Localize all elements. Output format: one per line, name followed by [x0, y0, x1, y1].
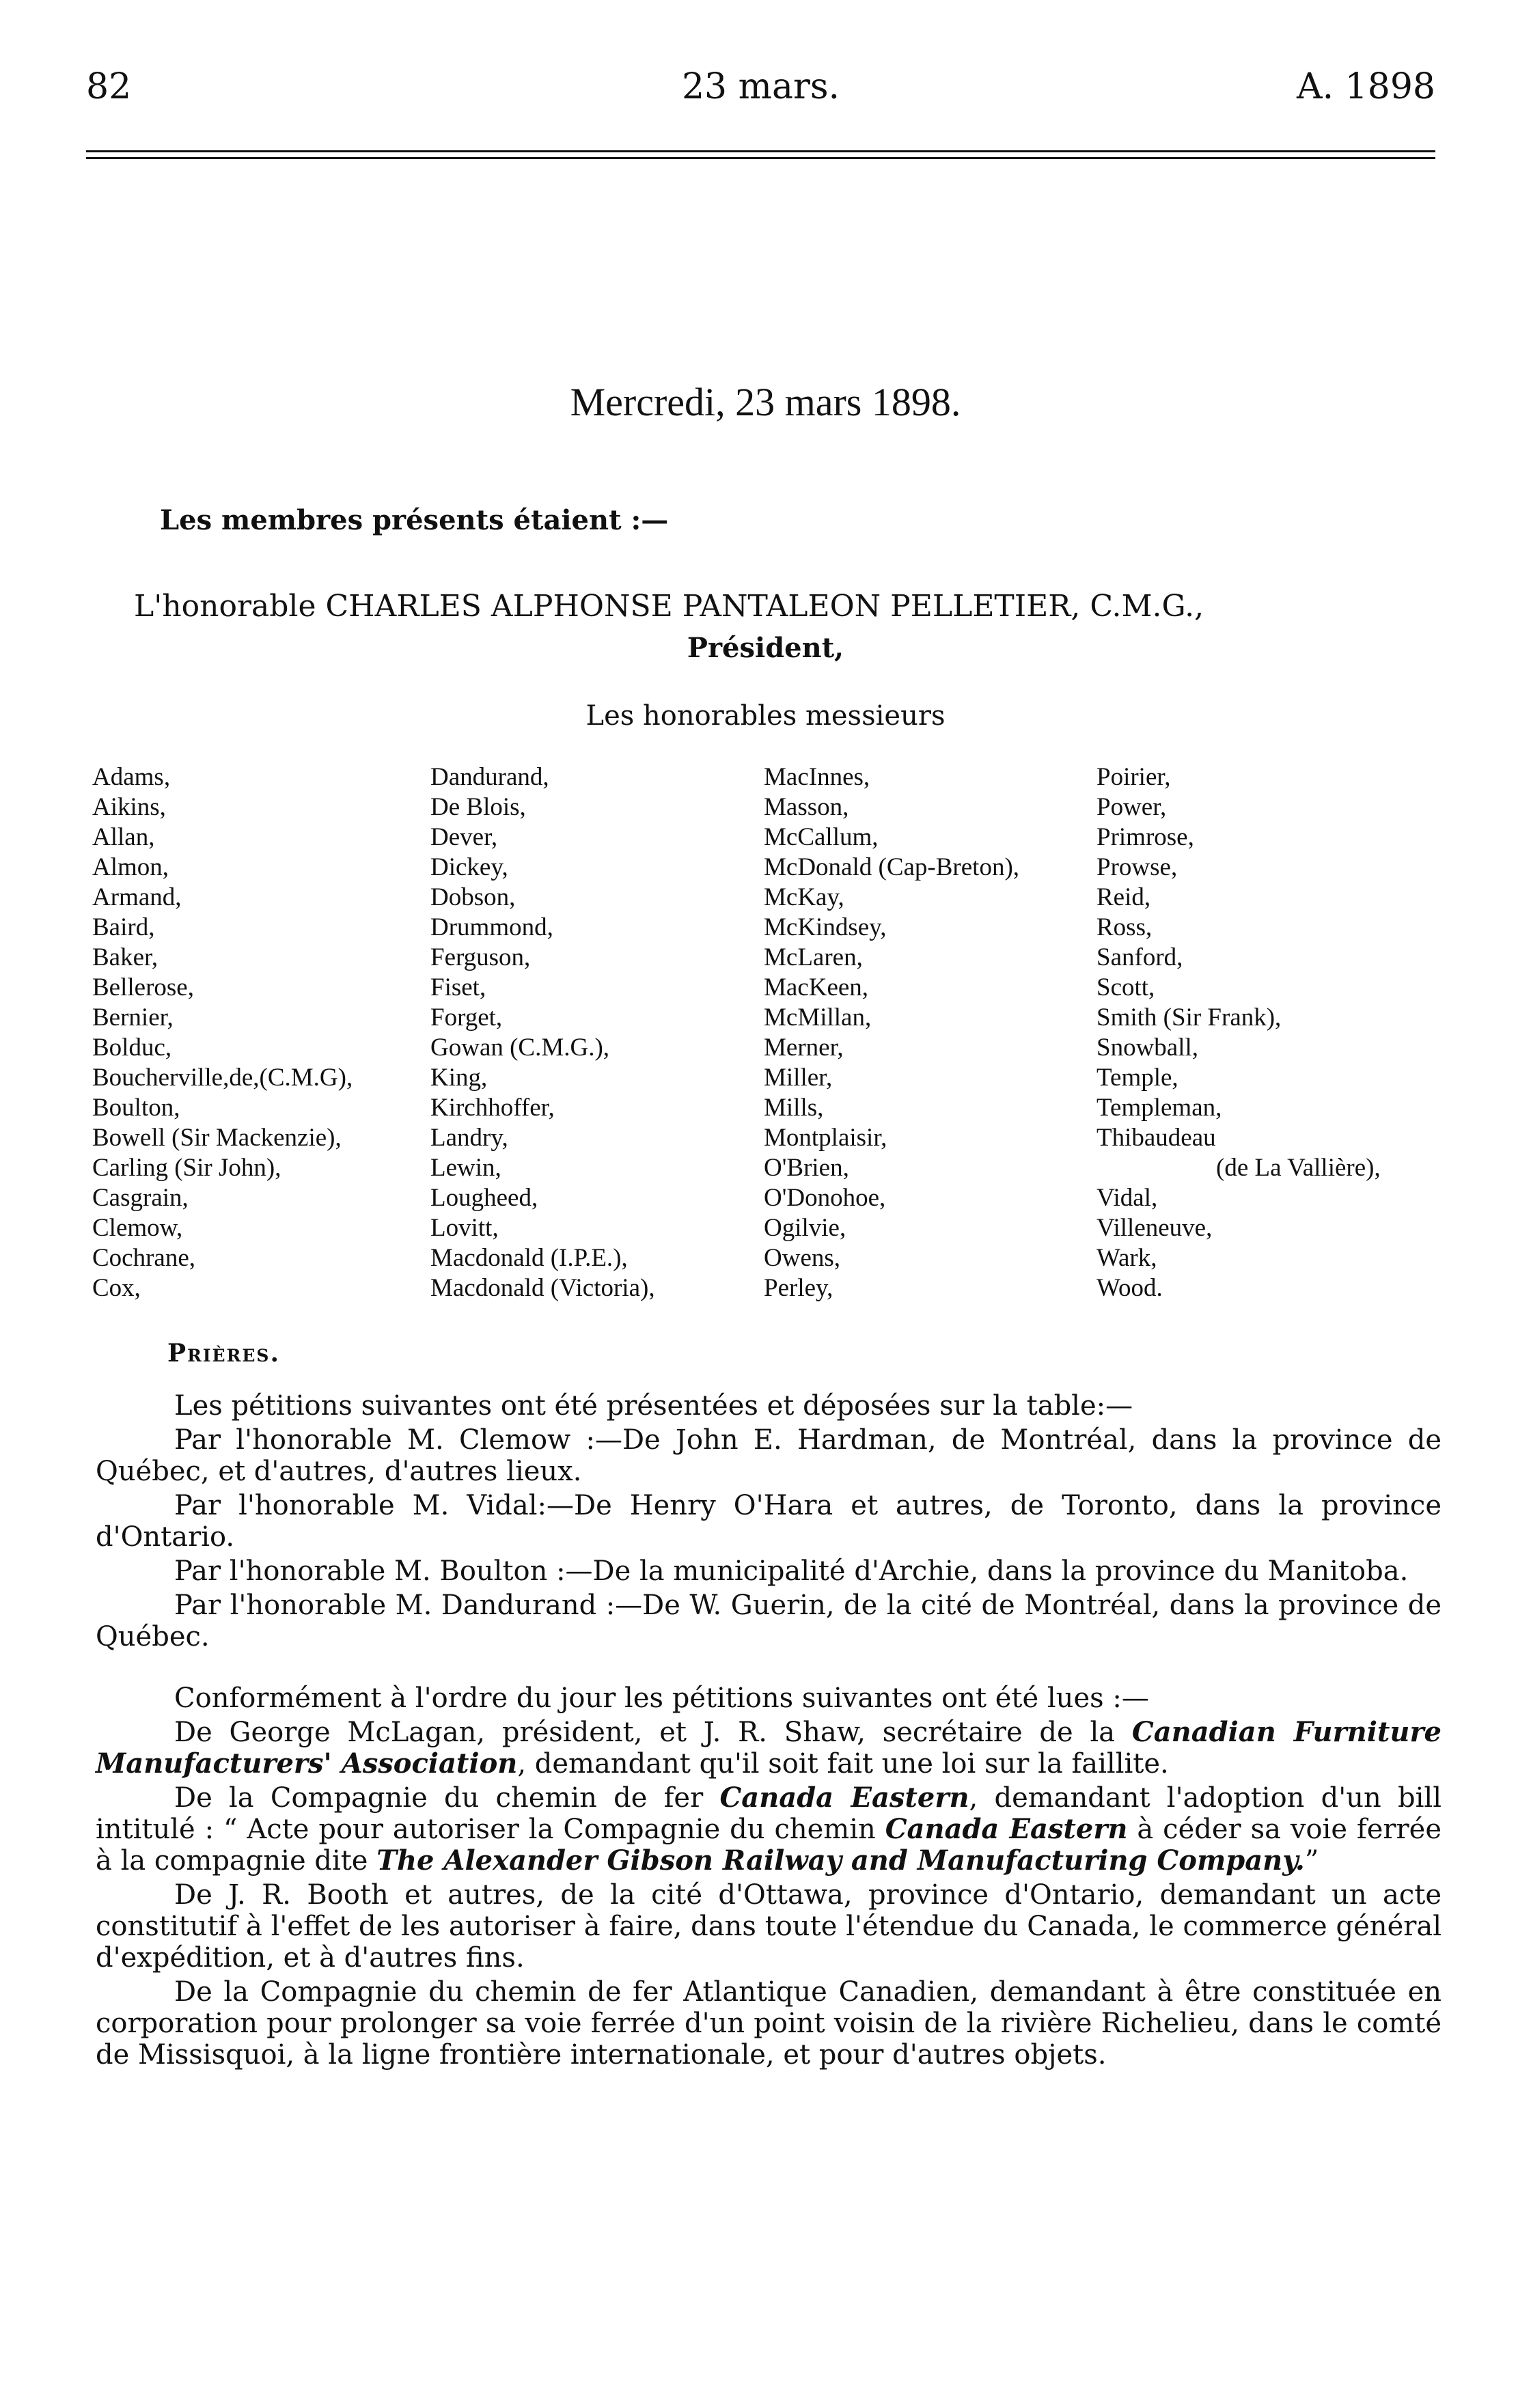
page-header — [86, 63, 1435, 111]
member-name: McLaren, — [764, 943, 863, 971]
section-heading-prieres: Prières. — [167, 1339, 281, 1368]
member-name: Macdonald (I.P.E.), — [430, 1244, 628, 1272]
member-name: Ferguson, — [430, 943, 531, 971]
header-rule-bottom — [86, 157, 1435, 159]
member-name: McMillan, — [764, 1004, 872, 1032]
members-column-4 — [1096, 762, 1381, 1303]
member-name: Gowan (C.M.G.), — [430, 1034, 610, 1062]
member-name: MacKeen, — [764, 973, 869, 1001]
member-name: Miller, — [764, 1064, 833, 1092]
member-name: Dandurand, — [430, 763, 549, 791]
members-list — [92, 762, 1452, 1309]
member-name: Snowball, — [1096, 1034, 1199, 1062]
member-name: McDonald (Cap-Breton), — [764, 853, 1020, 881]
member-name: Perley, — [764, 1274, 833, 1302]
paragraph: Par l'honorable M. Clemow :—De John E. Hardman, de Montréal, dans la province de Québec, et d'autres, d'autres lieux. — [96, 1424, 1442, 1487]
member-name: Fiset, — [430, 973, 486, 1001]
member-name: Dickey, — [430, 853, 508, 881]
page-title: Mercredi, 23 mars 1898. — [570, 380, 961, 424]
member-name: Templeman, — [1096, 1094, 1222, 1122]
member-name: Cox, — [92, 1274, 141, 1302]
member-name: Boucherville,de,(C.M.G), — [92, 1064, 353, 1092]
member-name: De Blois, — [430, 793, 526, 821]
member-name: O'Brien, — [764, 1154, 849, 1182]
text-run: à céder sa voie ferrée à la compagnie dite — [96, 1814, 1442, 1877]
member-name: Bowell (Sir Mackenzie), — [92, 1124, 342, 1152]
member-name: Carling (Sir John), — [92, 1154, 281, 1182]
member-name: Allan, — [92, 823, 155, 851]
paragraph: Par l'honorable M. Dandurand :—De W. Guerin, de la cité de Montréal, dans la province de Québec. — [96, 1590, 1442, 1652]
member-name: Ross, — [1096, 913, 1153, 941]
paragraph: Par l'honorable M. Boulton :—De la municipalité d'Archie, dans la province du Manitoba. — [174, 1555, 1409, 1587]
member-name: Cochrane, — [92, 1244, 196, 1272]
member-name: Casgrain, — [92, 1184, 189, 1212]
body-text — [96, 1390, 1442, 2073]
member-name: Masson, — [764, 793, 849, 821]
member-name: Power, — [1096, 793, 1167, 821]
italic-run: Canadian Furniture Manufacturers' Association — [96, 1716, 1442, 1780]
member-name: MacInnes, — [764, 763, 870, 791]
paragraph: De J. R. Booth et autres, de la cité d'Ottawa, province d'Ontario, demandant un acte constitutif à l'effet de les autoriser à faire, dans toute l'étendue du Canada, le commerce général d'expédition, et à d'autres fins. — [96, 1879, 1442, 1974]
header-date: 23 mars. — [681, 66, 840, 107]
member-name: Landry, — [430, 1124, 508, 1152]
member-name: Lewin, — [430, 1154, 501, 1182]
member-name: Scott, — [1096, 973, 1155, 1001]
member-name: McCallum, — [764, 823, 879, 851]
member-name: Dobson, — [430, 883, 516, 911]
header-rule-top — [86, 150, 1435, 152]
member-name: Reid, — [1096, 883, 1151, 911]
member-name: Ogilvie, — [764, 1214, 846, 1242]
text-run: ” — [1304, 1845, 1319, 1877]
paragraph — [96, 1782, 1442, 1877]
member-name: Almon, — [92, 853, 169, 881]
member-name: Wood. — [1096, 1274, 1163, 1302]
text-run: , demandant qu'il soit fait une loi sur la faillite. — [517, 1748, 1169, 1780]
member-name: Villeneuve, — [1096, 1214, 1213, 1242]
text-run: De la Compagnie du chemin de fer — [174, 1782, 720, 1814]
member-name: Kirchhoffer, — [430, 1094, 555, 1122]
text-run: , demandant l'adoption d'un bill intitulé : “ Acte pour autoriser la Compagnie du chemin — [96, 1782, 1442, 1845]
member-name: O'Donohoe, — [764, 1184, 886, 1212]
member-name: Owens, — [764, 1244, 841, 1272]
italic-run: Canada Eastern — [719, 1782, 969, 1814]
member-name: Merner, — [764, 1034, 844, 1062]
member-name: Temple, — [1096, 1064, 1178, 1092]
member-name: Drummond, — [430, 913, 553, 941]
member-name: McKay, — [764, 883, 844, 911]
member-name: Aikins, — [92, 793, 166, 821]
member-name: Macdonald (Victoria), — [430, 1274, 655, 1302]
member-name: Vidal, — [1096, 1184, 1158, 1212]
member-name: McKindsey, — [764, 913, 887, 941]
member-name: Montplaisir, — [764, 1124, 887, 1152]
paragraph: De la Compagnie du chemin de fer Atlantique Canadien, demandant à être constituée en corporation pour prolonger sa voie ferrée d'un point voisin de la rivière Richelieu, dans le comté de Missisquoi, à la ligne frontière internationale, et pour d'autres objets. — [96, 1976, 1442, 2071]
member-name: Smith (Sir Frank), — [1096, 1004, 1282, 1032]
member-name: Wark, — [1096, 1244, 1157, 1272]
member-name: Mills, — [764, 1094, 824, 1122]
italic-run: The Alexander Gibson Railway and Manufacturing Company. — [376, 1844, 1305, 1877]
member-name: Prowse, — [1096, 853, 1178, 881]
member-name: Forget, — [430, 1004, 503, 1032]
president-name: L'honorable CHARLES ALPHONSE PANTALEON PELLETIER, C.M.G., — [134, 589, 1204, 624]
members-column-2 — [430, 762, 655, 1303]
paragraph: Conformément à l'ordre du jour les pétitions suivantes ont été lues :— — [174, 1683, 1149, 1714]
member-name: Bellerose, — [92, 973, 194, 1001]
member-name: Baird, — [92, 913, 155, 941]
member-name: King, — [430, 1064, 488, 1092]
member-name: Adams, — [92, 763, 171, 791]
member-name: Baker, — [92, 943, 158, 971]
paragraph: Les pétitions suivantes ont été présentées et déposées sur la table:— — [174, 1390, 1133, 1422]
member-name: Lovitt, — [430, 1214, 499, 1242]
member-name: Clemow, — [92, 1214, 183, 1242]
member-name-continuation: (de La Vallière), — [1216, 1154, 1381, 1182]
paragraph — [96, 1717, 1442, 1780]
member-name: Dever, — [430, 823, 498, 851]
member-name: Poirier, — [1096, 763, 1171, 791]
header-year: A. 1898 — [1297, 66, 1435, 107]
members-column-1 — [92, 762, 353, 1303]
text-run: De George McLagan, président, et J. R. Shaw, secrétaire de la — [174, 1717, 1132, 1748]
italic-run: Canada Eastern — [885, 1813, 1128, 1845]
honorables-heading: Les honorables messieurs — [585, 700, 946, 732]
president-title: Président, — [687, 632, 844, 664]
member-name: Sanford, — [1096, 943, 1183, 971]
members-intro: Les membres présents étaient :— — [160, 504, 669, 536]
members-column-3 — [764, 762, 1019, 1303]
member-name: Bernier, — [92, 1004, 174, 1032]
paragraph: Par l'honorable M. Vidal:—De Henry O'Hara et autres, de Toronto, dans la province d'Ontario. — [96, 1490, 1442, 1553]
member-name: Thibaudeau — [1096, 1124, 1216, 1152]
member-name: Boulton, — [92, 1094, 180, 1122]
member-name: Lougheed, — [430, 1184, 538, 1212]
page-number: 82 — [86, 66, 132, 107]
member-name: Bolduc, — [92, 1034, 172, 1062]
member-name: Primrose, — [1096, 823, 1194, 851]
member-name: Armand, — [92, 883, 182, 911]
